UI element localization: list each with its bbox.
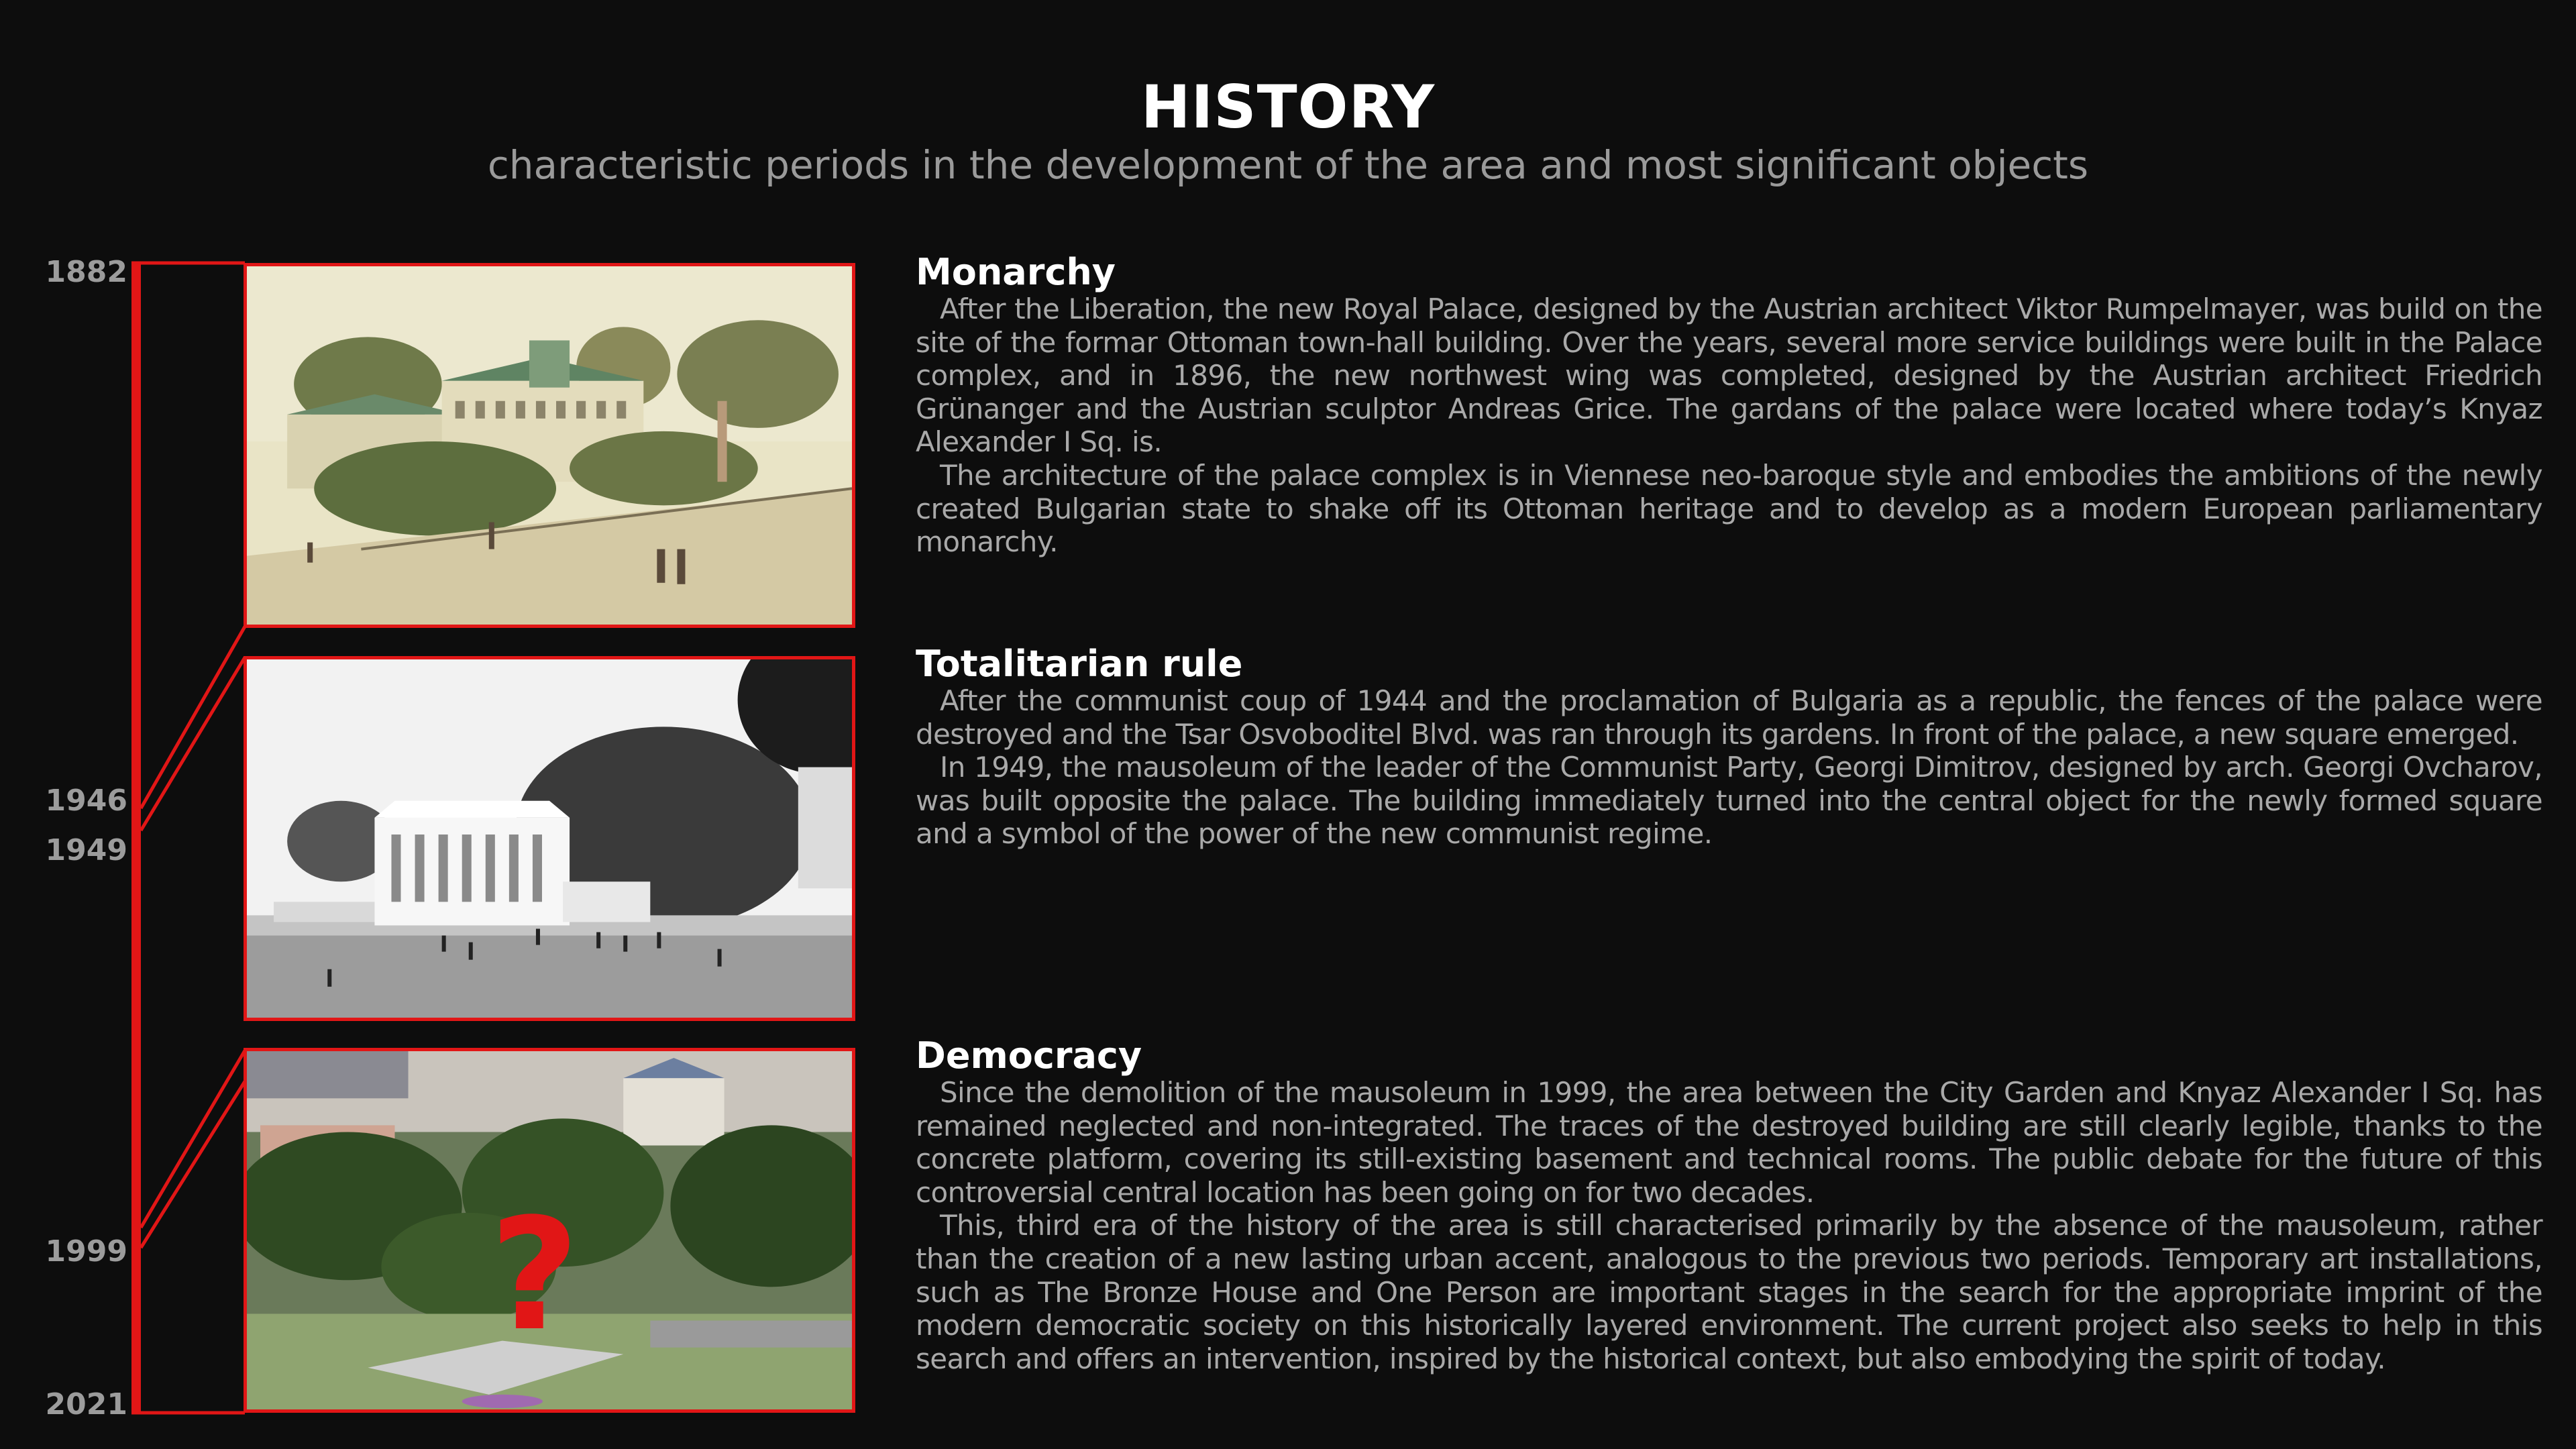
question-mark-overlay: ? (490, 1186, 580, 1365)
aerial-city-garden-photo (244, 1048, 855, 1413)
period-paragraph: After the communist coup of 1944 and the proclamation of Bulgaria as a republic, the fences of the palace were destroyed and the Tsar Osvoboditel Blvd. was ran through its gardens. In front of the palace, a new square emerged. (916, 684, 2542, 751)
page-subtitle: characteristic periods in the development of the area and most significant objects (487, 142, 2089, 188)
period-paragraph: After the Liberation, the new Royal Palace, designed by the Austrian architect Viktor Rumpelmayer, was build on the site of the formar Ottoman town-hall building. Over the years, several more service buildings were built in the Palace complex, and in 1896, the new northwest wing was completed, designed by the Austrian architect Friedrich Grünanger and the Austrian sculptor Andreas Grice. The gardans of the palace were located where today’s Knyaz Alexander I Sq. is. (916, 292, 2542, 459)
period-heading: Democracy (916, 1034, 1142, 1077)
period-paragraph: The architecture of the palace complex is in Viennese neo-baroque style and embodies the ambitions of the newly created Bulgarian state to shake off its Ottoman heritage and to develop as a modern European parliamentary monarchy. (916, 458, 2542, 559)
year-label-2021: 2021 (45, 1387, 127, 1421)
year-label-1999: 1999 (45, 1234, 127, 1269)
period-section-monarchy (916, 252, 2542, 559)
mausoleum-photo (244, 656, 855, 1021)
period-heading: Monarchy (916, 251, 1116, 293)
year-label-1882: 1882 (45, 255, 127, 289)
period-paragraph: In 1949, the mausoleum of the leader of the Communist Party, Georgi Dimitrov, designed by arch. Georgi Ovcharov, was built opposite the palace. The building immediately turned into the central object for the newly formed square and a symbol of the power of the new communist regime. (916, 751, 2542, 851)
royal-palace-engraving (244, 263, 855, 628)
period-section-totalitarian (916, 644, 2542, 851)
page-title: HISTORY (1140, 72, 1436, 142)
period-paragraph: This, third era of the history of the area is still characterised primarily by the absence of the mausoleum, rather than the creation of a new lasting urban accent, analogous to the previous two periods. Temporary art installations, such as The Bronze House and One Person are important stages in the search for the appropriate imprint of the modern democratic society on this historically layered environment. The current project also seeks to help in this search and offers an intervention, inspired by the historical context, but also embodying the spirit of today. (916, 1209, 2542, 1375)
period-paragraph: Since the demolition of the mausoleum in 1999, the area between the City Garden and Knyaz Alexander I Sq. has remained neglected and non-integrated. The traces of the destroyed building are still clearly legible, thanks to the concrete platform, covering its still-existing basement and technical rooms. The public debate for the future of this controversial central location has been going on for two decades. (916, 1076, 2542, 1209)
year-label-1946: 1946 (45, 784, 127, 818)
period-heading: Totalitarian rule (916, 643, 1243, 685)
year-label-1949: 1949 (45, 833, 127, 867)
period-section-democracy (916, 1036, 2542, 1375)
